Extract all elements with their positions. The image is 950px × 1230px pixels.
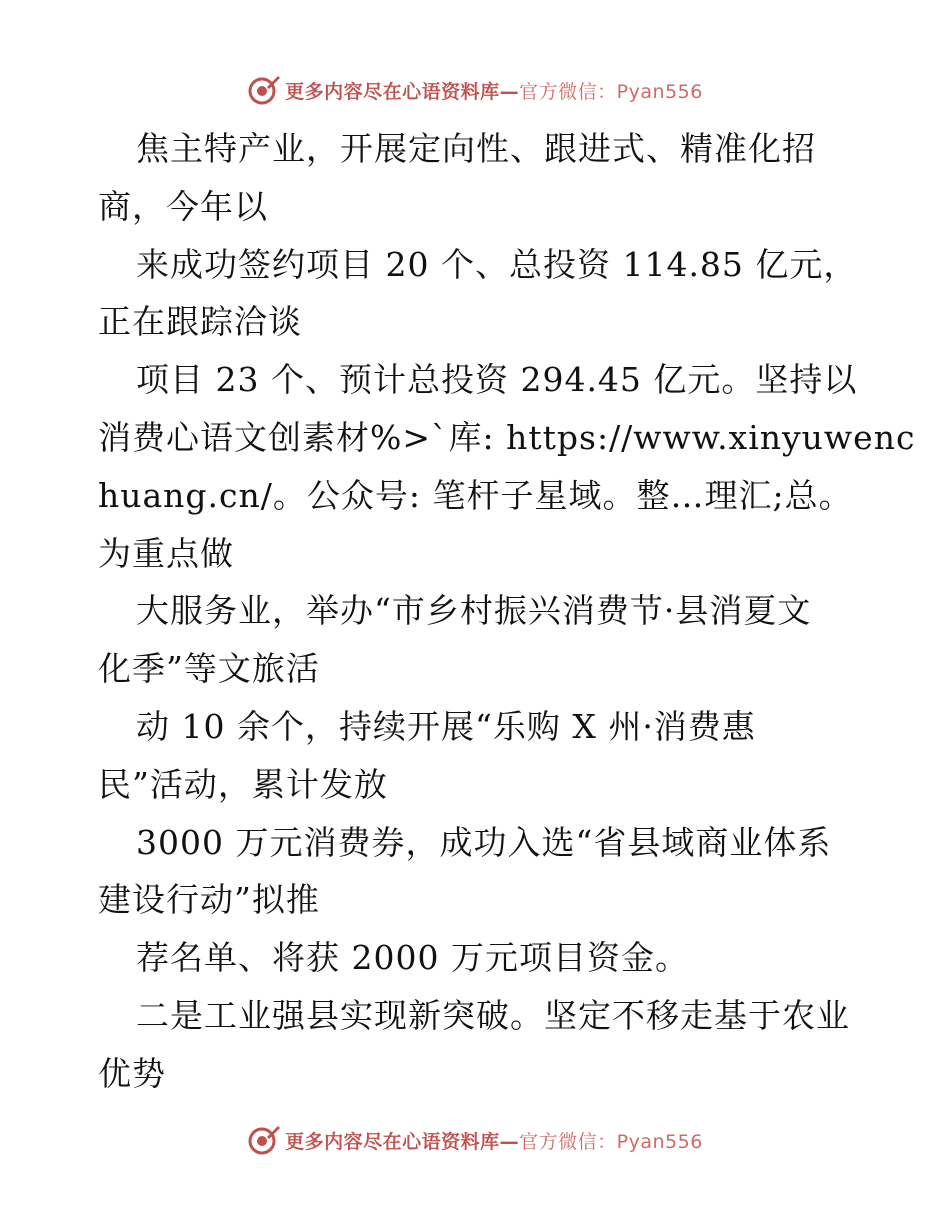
text-line: 焦主特产业，开展定向性、跟进式、精准化招 xyxy=(136,129,816,168)
watermark-wechat: 官方微信：Pyan556 xyxy=(519,80,703,103)
document-body xyxy=(98,120,916,1103)
text-line: 荐名单、将获 2000 万元项目资金。 xyxy=(136,938,689,978)
text-line: 大服务业，举办“市乡村振兴消费节·县消夏文 xyxy=(136,591,812,631)
text-line: huang.cn/。公众号: 笔杆子星域。整…理汇;总。 xyxy=(98,475,853,515)
text-line: 二是工业强县实现新突破。坚定不移走基于农业 xyxy=(136,995,850,1035)
text-line: 为重点做 xyxy=(98,533,234,573)
watermark-wechat: 官方微信：Pyan556 xyxy=(519,1130,703,1153)
text-line: 民”活动，累计发放 xyxy=(98,764,388,804)
footer-watermark xyxy=(0,1120,950,1160)
text-line: 动 10 余个，持续开展“乐购 X 州·消费惠 xyxy=(136,706,756,746)
watermark-label: 更多内容尽在心语资料库— xyxy=(285,1130,520,1153)
watermark-label: 更多内容尽在心语资料库— xyxy=(285,80,520,103)
text-line: 优势 xyxy=(98,1053,166,1093)
seal-pen-icon xyxy=(247,73,281,107)
header-watermark xyxy=(0,70,950,110)
text-line: 正在跟踪洽谈 xyxy=(98,302,302,342)
watermark-text xyxy=(285,77,703,104)
seal-pen-icon xyxy=(247,1123,281,1157)
text-line: 项目 23 个、预计总投资 294.45 亿元。坚持以 xyxy=(136,360,858,400)
text-line: 来成功签约项目 20 个、总投资 114.85 亿元， xyxy=(136,244,858,284)
text-line: 商，今年以 xyxy=(98,186,268,226)
watermark-text xyxy=(285,1127,703,1154)
text-line: 建设行动”拟推 xyxy=(98,880,320,920)
text-line: 3000 万元消费券，成功入选“省县域商业体系 xyxy=(136,822,832,862)
text-line: 消费心语文创素材%>`库: https://www.xinyuwenc xyxy=(98,417,916,457)
text-line: 化季”等文旅活 xyxy=(98,649,320,689)
